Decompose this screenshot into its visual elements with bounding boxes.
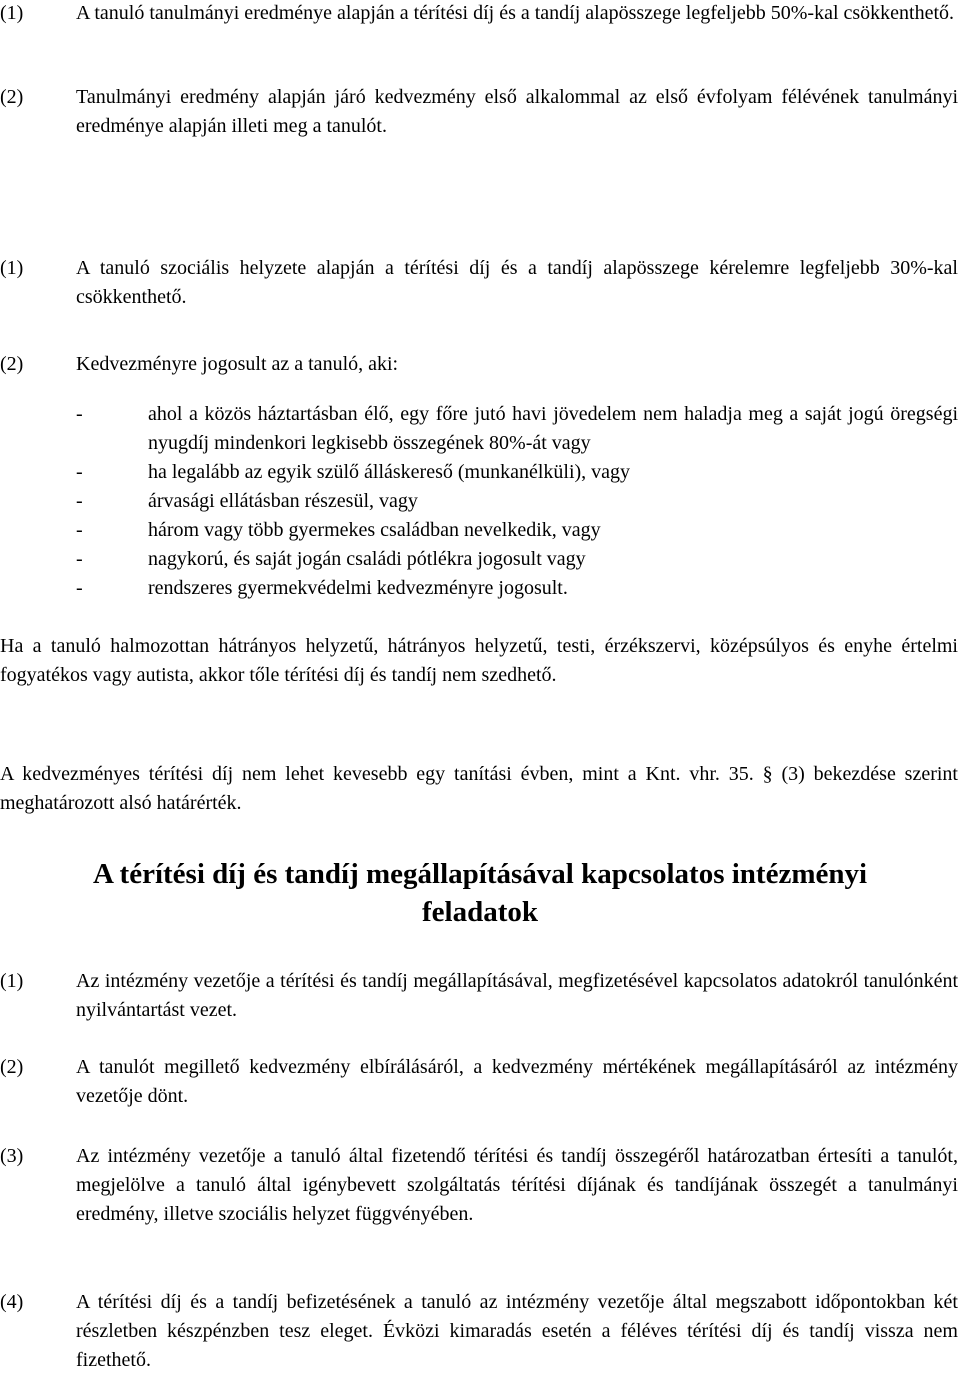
item-number: (3) [0, 1145, 24, 1167]
list-item-text: ahol a közös háztartásban élő, egy főre jutó havi jövedelem nem haladja meg a saját jogú öregségi nyugdíj mindenkori legkisebb összegének 80%-át vagy [148, 403, 958, 454]
item-number: (1) [0, 970, 24, 992]
list-item-text: ha legalább az egyik szülő álláskereső (munkanélküli), vagy [148, 461, 631, 483]
list-item-text: nagykorú, és saját jogán családi pótlékra jogosult vagy [148, 548, 586, 570]
list-dash: - [76, 490, 83, 512]
list-dash: - [76, 519, 83, 541]
item-text: A tanuló tanulmányi eredménye alapján a térítési díj és a tandíj alapösszege legfeljebb 50%-kal csökkenthető. [76, 2, 955, 24]
list-dash: - [76, 577, 83, 599]
list-dash: - [76, 403, 83, 425]
item-number: (2) [0, 353, 24, 375]
section-heading [0, 855, 960, 931]
item-text: A tanuló szociális helyzete alapján a térítési díj és a tandíj alapösszege kérelemre legfeljebb 30%-kal csökkenthető. [76, 257, 958, 308]
paragraph-lower-limit: A kedvezményes térítési díj nem lehet kevesebb egy tanítási évben, mint a Knt. vhr. 35. § (3) bekezdése szerint meghatározott alsó határérték. [0, 763, 958, 814]
section-heading-line-1: A térítési díj és tandíj megállapításával kapcsolatos intézményi [92, 858, 868, 890]
block1-item-2 [0, 83, 958, 141]
list-item [76, 458, 958, 487]
block3-item-2 [0, 1053, 958, 1111]
list-item [76, 516, 958, 545]
item-text: Tanulmányi eredmény alapján járó kedvezmény első alkalommal az első évfolyam félévének tanulmányi eredménye alapján illeti meg a tanulót. [76, 86, 958, 137]
list-item [76, 545, 958, 574]
item-number: (2) [0, 1056, 24, 1078]
block3-item-3 [0, 1142, 958, 1229]
block2-item-1 [0, 254, 958, 312]
block1-item-1 [0, 0, 958, 28]
section-heading-line-2: feladatok [422, 896, 538, 928]
paragraph-exemption: Ha a tanuló halmozottan hátrányos helyzetű, hátrányos helyzetű, testi, érzékszervi, középsúlyos és enyhe értelmi fogyatékos vagy autista, akkor tőle térítési díj és tandíj nem szedhető. [0, 635, 958, 686]
item-number: (1) [0, 2, 24, 24]
item-text: Az intézmény vezetője a térítési és tandíj megállapításával, megfizetésével kapcsolatos adatokról tanulónként nyilvántartást vezet. [76, 970, 958, 1021]
eligibility-list [76, 400, 958, 603]
list-item-text: árvasági ellátásban részesül, vagy [148, 490, 418, 512]
list-item-text: rendszeres gyermekvédelmi kedvezményre jogosult. [148, 577, 568, 599]
list-item [76, 487, 958, 516]
block2-item-2 [0, 350, 958, 379]
list-item [76, 400, 958, 458]
item-text: Az intézmény vezetője a tanuló által fizetendő térítési és tandíj összegéről határozatban értesíti a tanulót, megjelölve a tanuló által igénybevett szolgáltatás térítési díjának és tandíjának összegét a tanulmányi eredmény, illetve szociális helyzet függvényében. [76, 1145, 958, 1225]
item-text: A térítési díj és a tandíj befizetésének a tanuló az intézmény vezetője által megszabott időpontokban két részletben készpénzben tesz eleget. Évközi kimaradás esetén a féléves térítési díj és tandíj vissza nem fizethető. [76, 1291, 958, 1371]
item-number: (2) [0, 86, 24, 108]
list-item-text: három vagy több gyermekes családban nevelkedik, vagy [148, 519, 601, 541]
block3-item-4 [0, 1288, 958, 1375]
list-dash: - [76, 461, 83, 483]
item-text: A tanulót megillető kedvezmény elbírálásáról, a kedvezmény mértékének megállapításáról az intézmény vezetője dönt. [76, 1056, 958, 1107]
item-number: (4) [0, 1291, 24, 1313]
item-number: (1) [0, 257, 24, 279]
list-dash: - [76, 548, 83, 570]
item-text: Kedvezményre jogosult az a tanuló, aki: [76, 353, 399, 375]
block3-item-1 [0, 967, 958, 1025]
list-item [76, 574, 958, 603]
